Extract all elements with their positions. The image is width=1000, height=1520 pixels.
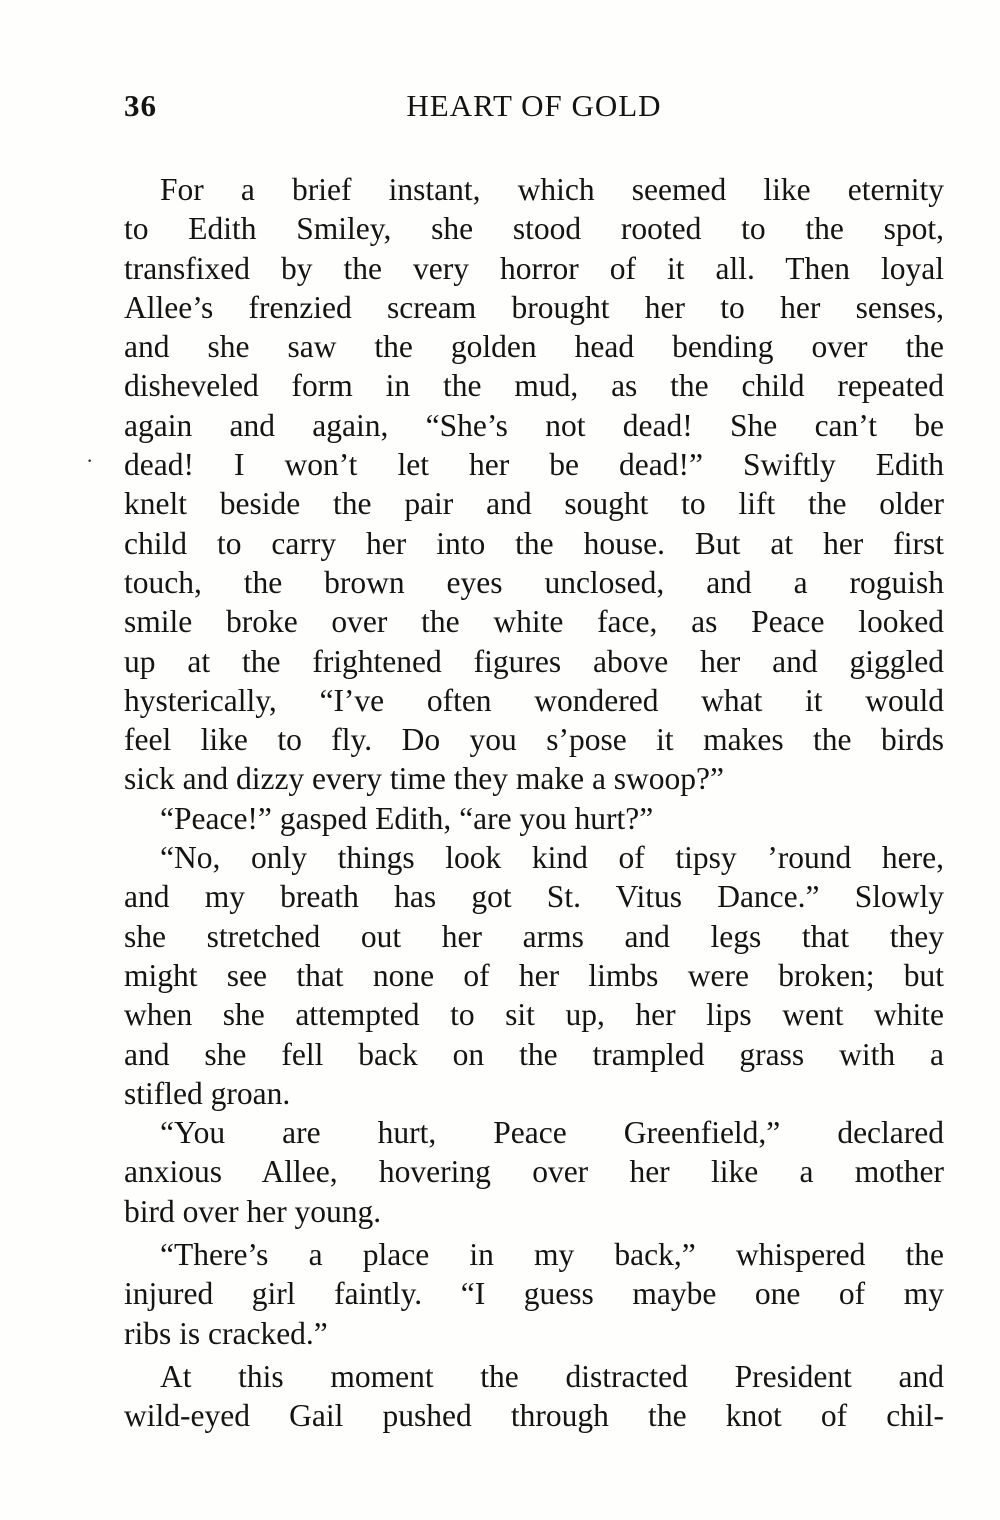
text-line: and she saw the golden head bending over the bbox=[124, 329, 944, 365]
paragraph bbox=[124, 1113, 944, 1231]
text-line: feel like to fly. Do you s’pose it makes the birds bbox=[124, 722, 944, 758]
text-line: stifled groan. bbox=[124, 1075, 291, 1111]
paragraph bbox=[124, 1357, 944, 1436]
text-line: might see that none of her limbs were broken; but bbox=[124, 957, 944, 993]
text-line: up at the frightened figures above her and giggled bbox=[124, 643, 944, 679]
text-line: and my breath has got St. Vitus Dance.” Slowly bbox=[124, 879, 944, 915]
text-line: injured girl faintly. “I guess maybe one of my bbox=[124, 1276, 944, 1312]
text-line: bird over her young. bbox=[124, 1193, 382, 1229]
text-line: when she attempted to sit up, her lips went white bbox=[124, 997, 944, 1033]
text-line: smile broke over the white face, as Peace looked bbox=[124, 604, 944, 640]
text-line: she stretched out her arms and legs that they bbox=[124, 918, 944, 954]
text-line: hysterically, “I’ve often wondered what it would bbox=[124, 682, 944, 718]
text-line: sick and dizzy every time they make a swoop?” bbox=[124, 761, 725, 797]
paragraph bbox=[124, 838, 944, 1113]
running-title: HEART OF GOLD bbox=[406, 88, 662, 123]
text-line: to Edith Smiley, she stood rooted to the spot, bbox=[124, 211, 944, 247]
page-header bbox=[124, 88, 944, 128]
text-line: At this moment the distracted President and bbox=[160, 1358, 944, 1394]
body-text bbox=[124, 170, 944, 1436]
text-line: “There’s a place in my back,” whispered the bbox=[160, 1237, 944, 1273]
page-number: 36 bbox=[124, 88, 157, 123]
paragraph bbox=[124, 1235, 944, 1353]
text-line: “Peace!” gasped Edith, “are you hurt?” bbox=[160, 800, 654, 836]
text-line: knelt beside the pair and sought to lift the older bbox=[124, 486, 944, 522]
paragraph bbox=[124, 170, 944, 799]
text-line: dead! I won’t let her be dead!” Swiftly Edith bbox=[124, 447, 944, 483]
text-line: again and again, “She’s not dead! She can’t be bbox=[124, 407, 944, 443]
margin-speck: · bbox=[86, 448, 94, 473]
text-line: touch, the brown eyes unclosed, and a roguish bbox=[124, 564, 944, 600]
text-line: ribs is cracked.” bbox=[124, 1315, 328, 1351]
text-line: “No, only things look kind of tipsy ’round here, bbox=[160, 840, 944, 876]
text-line: For a brief instant, which seemed like eternity bbox=[160, 172, 944, 207]
text-line: child to carry her into the house. But at her first bbox=[124, 525, 944, 561]
text-line: anxious Allee, hovering over her like a mother bbox=[124, 1154, 944, 1190]
text-line: disheveled form in the mud, as the child repeated bbox=[124, 368, 944, 404]
text-line: and she fell back on the trampled grass with a bbox=[124, 1036, 944, 1072]
text-line: Allee’s frenzied scream brought her to her senses, bbox=[124, 289, 944, 325]
paragraph bbox=[124, 799, 944, 838]
text-line: transfixed by the very horror of it all. Then loyal bbox=[124, 250, 944, 286]
text-line: “You are hurt, Peace Greenfield,” declared bbox=[160, 1115, 944, 1151]
text-line: wild-eyed Gail pushed through the knot of chil- bbox=[124, 1398, 944, 1434]
